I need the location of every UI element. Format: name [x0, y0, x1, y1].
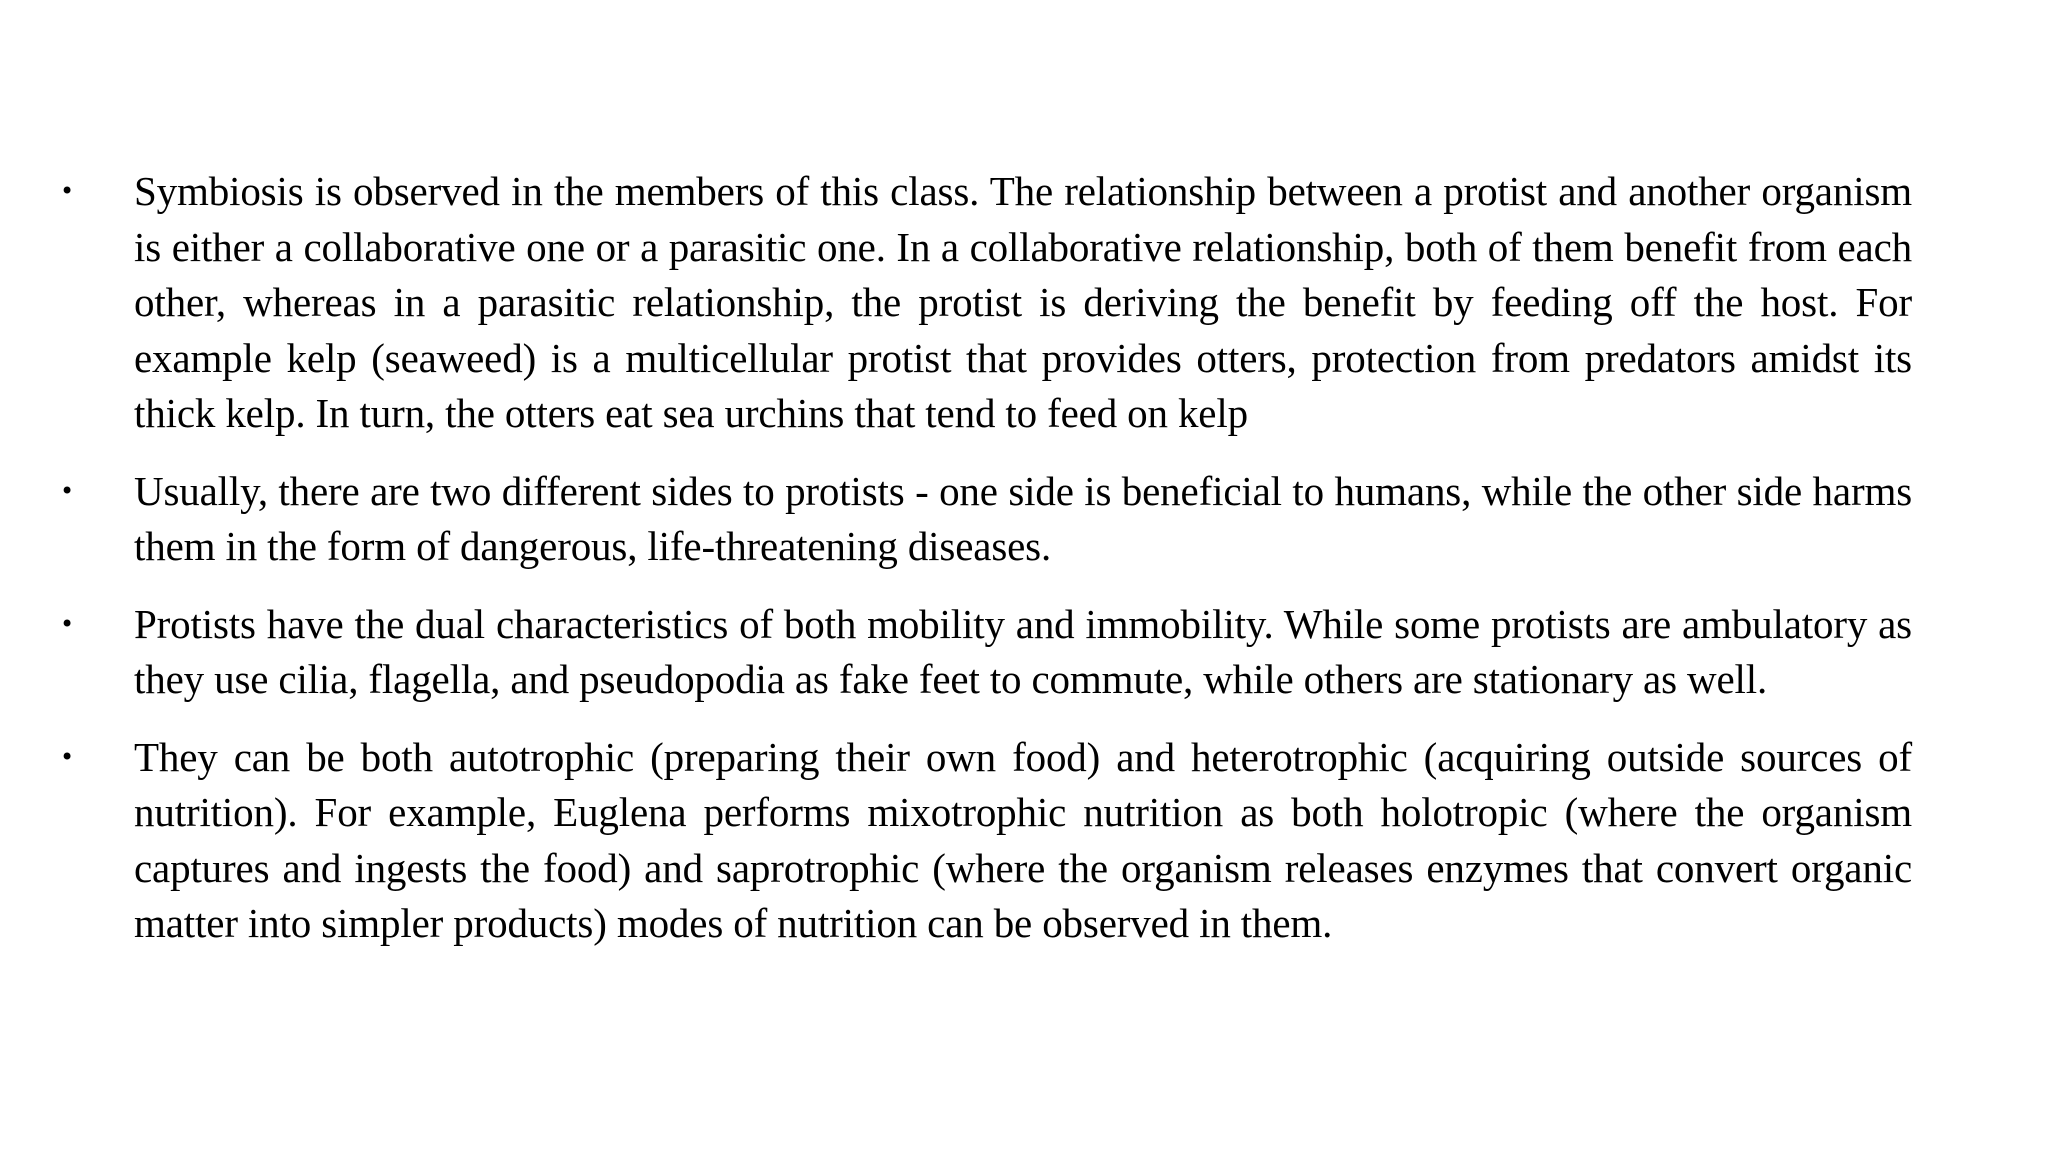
- bullet-item-mobility: [60, 597, 1912, 708]
- bullet-item-two-sides: [60, 464, 1912, 575]
- bullet-list: [60, 164, 1912, 974]
- bullet-marker: •: [60, 177, 75, 205]
- bullet-marker: •: [60, 609, 75, 638]
- bullet-item-symbiosis: [60, 164, 1912, 442]
- bullet-text-symbiosis: Symbiosis is observed in the members of this class. The relationship between a protist and another organism is either a collaborative one or a parasitic one. In a collaborative relationship, both of them benefit from each other, whereas in a parasitic relationship, the protist is deriving the benefit by feeding off the host. For example kelp (seaweed) is a multicellular protist that provides otters, protection from predators amidst its thick kelp. In turn, the otters eat sea urchins that tend to feed on kelp: [134, 168, 1912, 436]
- bullet-marker: •: [60, 476, 75, 505]
- bullet-item-nutrition: [60, 730, 1912, 952]
- bullet-text-nutrition: They can be both autotrophic (preparing their own food) and heterotrophic (acquiring outside sources of nutrition). For example, Euglena performs mixotrophic nutrition as both holotropic (where the organism captures and ingests the food) and saprotrophic (where the organism releases enzymes that convert organic matter into simpler products) modes of nutrition can be observed in them.: [134, 733, 1912, 946]
- bullet-text-two-sides: Usually, there are two different sides to protists - one side is beneficial to humans, while the other side harms them in the form of dangerous, life-threatening diseases.: [134, 467, 1912, 569]
- bullet-marker: •: [60, 742, 75, 771]
- bullet-text-mobility: Protists have the dual characteristics of both mobility and immobility. While some protists are ambulatory as they use cilia, flagella, and pseudopodia as fake feet to commute, while others are stationary as well.: [134, 600, 1912, 702]
